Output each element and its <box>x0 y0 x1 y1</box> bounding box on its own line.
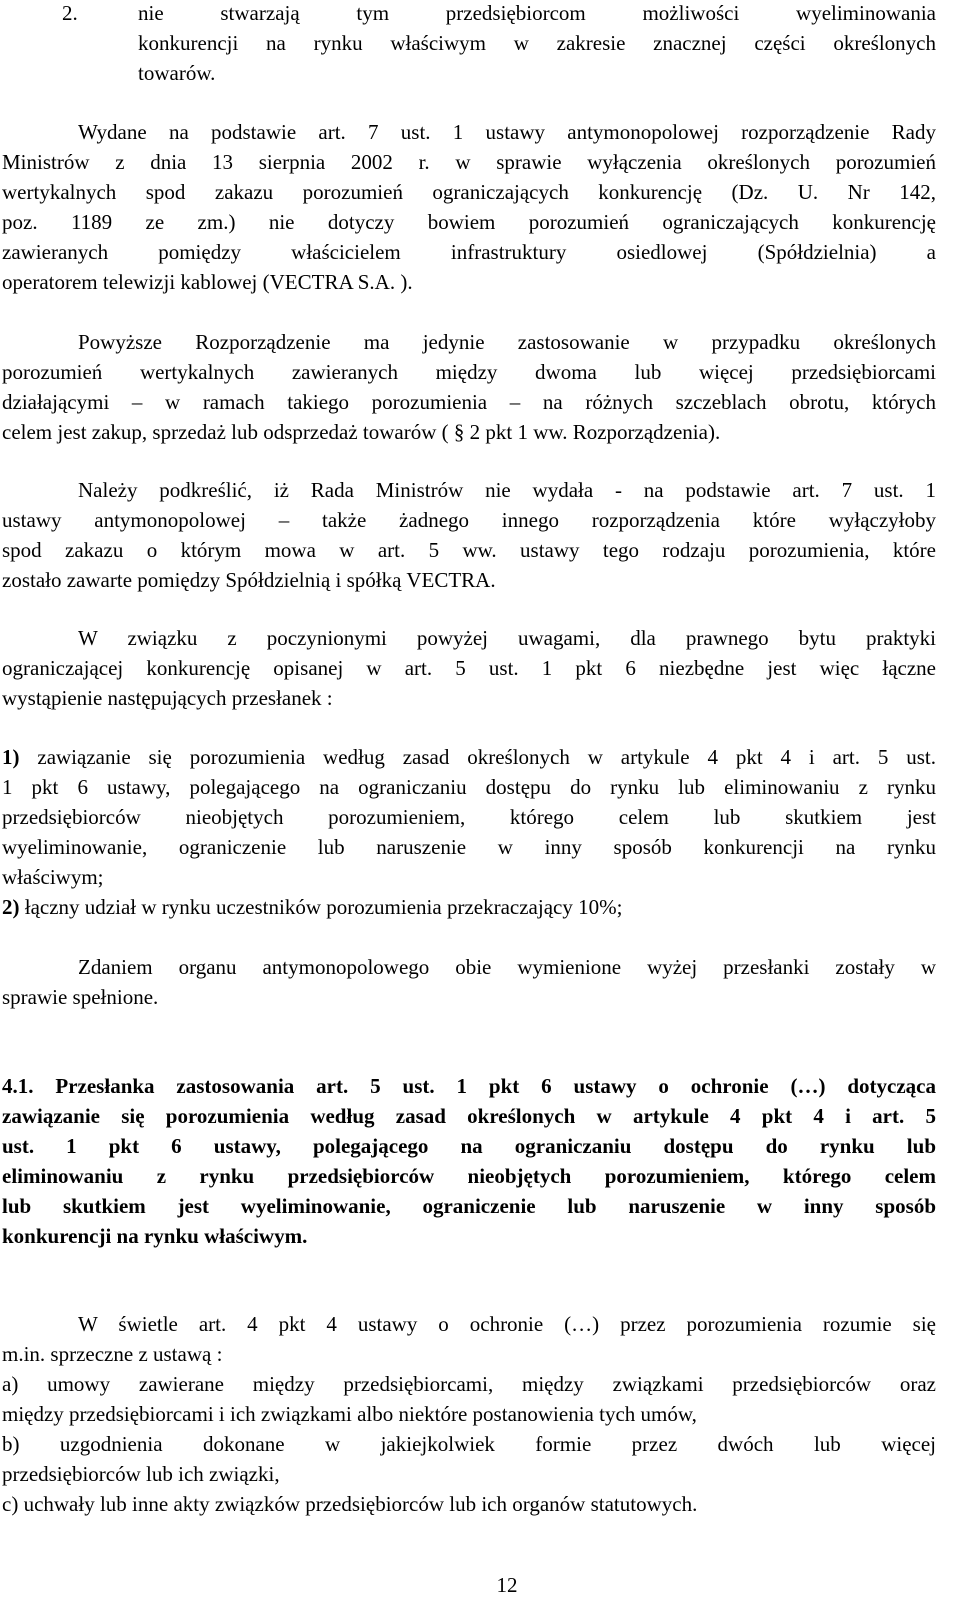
paragraph-3 <box>2 475 936 595</box>
paragraph-1 <box>2 117 936 297</box>
text-line: m.in. sprzeczne z ustawą : <box>2 1342 223 1366</box>
text-line: poz. 1189 ze zm.) nie dotyczy bowiem porozumień ograniczających konkurencję <box>2 210 936 234</box>
condition-1 <box>2 742 936 892</box>
text-line: wystąpienie następujących przesłanek : <box>2 686 333 710</box>
condition-number: 1) <box>2 745 20 769</box>
section-heading-4-1 <box>2 1071 936 1251</box>
text-line: 4.1. Przesłanka zastosowania art. 5 ust. 1 pkt 6 ustawy o ochronie (…) dotycząca <box>2 1074 936 1098</box>
text-line: Należy podkreślić, iż Rada Ministrów nie wydała - na podstawie art. 7 ust. 1 <box>78 478 936 502</box>
text-line: wertykalnych spod zakazu porozumień ograniczających konkurencję (Dz. U. Nr 142, <box>2 180 936 204</box>
text-line: towarów. <box>138 61 216 85</box>
text-line: ograniczającej konkurencję opisanej w art. 5 ust. 1 pkt 6 niezbędne jest więc łączne <box>2 656 936 680</box>
list-item-2 <box>0 0 960 92</box>
definition-list <box>2 1369 936 1519</box>
text-line: lub skutkiem jest wyeliminowanie, ograniczenie lub naruszenie w inny sposób <box>2 1194 936 1218</box>
text-line: nie stwarzają tym przedsiębiorcom możliwości wyeliminowania <box>138 1 936 25</box>
text-line: zostało zawarte pomiędzy Spółdzielnią i spółką VECTRA. <box>2 568 496 592</box>
condition-number: 2) <box>2 895 20 919</box>
text-line: przedsiębiorców lub ich związki, <box>2 1462 280 1486</box>
text-line: porozumień wertykalnych zawieranych między dwoma lub więcej przedsiębiorcami <box>2 360 936 384</box>
text-line: działającymi – w ramach takiego porozumienia – na różnych szczeblach obrotu, których <box>2 390 936 414</box>
text-line: zawiązanie się porozumienia według zasad określonych w artykule 4 pkt 4 i art. 5 <box>2 1104 936 1128</box>
text-line: eliminowaniu z rynku przedsiębiorców nieobjętych porozumieniem, którego celem <box>2 1164 936 1188</box>
text-line: spod zakazu o którym mowa w art. 5 ww. ustawy tego rodzaju porozumienia, które <box>2 538 936 562</box>
list-item-number: 2. <box>62 1 78 25</box>
paragraph-6 <box>2 1309 936 1369</box>
text-line: Powyższe Rozporządzenie ma jedynie zastosowanie w przypadku określonych <box>78 330 936 354</box>
text-line: W świetle art. 4 pkt 4 ustawy o ochronie (…) przez porozumienia rozumie się <box>78 1312 936 1336</box>
list-item-b: b) uzgodnienia dokonane w jakiejkolwiek formie przez dwóch lub więcej <box>2 1432 936 1456</box>
text-line: Wydane na podstawie art. 7 ust. 1 ustawy antymonopolowej rozporządzenie Rady <box>78 120 936 144</box>
text-line: między przedsiębiorcami i ich związkami albo niektóre postanowienia tych umów, <box>2 1402 697 1426</box>
text-line: zawieranych pomiędzy właścicielem infrastruktury osiedlowej (Spółdzielnia) a <box>2 240 936 264</box>
paragraph-5 <box>2 952 936 1012</box>
text-line: przedsiębiorców nieobjętych porozumieniem, którego celem lub skutkiem jest <box>2 805 936 829</box>
text-line: operatorem telewizji kablowej (VECTRA S.A. ). <box>2 270 413 294</box>
text-line: ust. 1 pkt 6 ustawy, polegającego na ograniczaniu dostępu do rynku lub <box>2 1134 936 1158</box>
text-line: Ministrów z dnia 13 sierpnia 2002 r. w sprawie wyłączenia określonych porozumień <box>2 150 936 174</box>
text-line: celem jest zakup, sprzedaż lub odsprzedaż towarów ( § 2 pkt 1 ww. Rozporządzenia). <box>2 420 721 444</box>
condition-2 <box>2 892 936 922</box>
text-line: wyeliminowanie, ograniczenie lub naruszenie w inny sposób konkurencji na rynku <box>2 835 936 859</box>
list-item-a: a) umowy zawierane między przedsiębiorcami, między związkami przedsiębiorców oraz <box>2 1372 936 1396</box>
condition-text: łączny udział w rynku uczestników porozumienia przekraczający 10%; <box>24 895 623 919</box>
paragraph-2 <box>2 327 936 447</box>
text-line: Zdaniem organu antymonopolowego obie wymienione wyżej przesłanki zostały w <box>78 955 936 979</box>
list-item-c: c) uchwały lub inne akty związków przedsiębiorców lub ich organów statutowych. <box>2 1492 698 1516</box>
text-line <box>2 742 936 772</box>
text-line: konkurencji na rynku właściwym w zakresie znacznej części określonych <box>138 31 936 55</box>
paragraph-4 <box>2 623 936 713</box>
page-number: 12 <box>496 1573 518 1597</box>
text-line <box>2 892 936 922</box>
text-line: ustawy antymonopolowej – także żadnego innego rozporządzenia które wyłączyłoby <box>2 508 936 532</box>
text-line: 1 pkt 6 ustawy, polegającego na ograniczaniu dostępu do rynku lub eliminowaniu z rynku <box>2 775 936 799</box>
text-line: właściwym; <box>2 865 104 889</box>
condition-text: zawiązanie się porozumienia według zasad określonych w artykule 4 pkt 4 i art. 5 ust. <box>37 745 937 769</box>
text-line: sprawie spełnione. <box>2 985 159 1009</box>
text-line: W związku z poczynionymi powyżej uwagami, dla prawnego bytu praktyki <box>78 626 936 650</box>
text-line: konkurencji na rynku właściwym. <box>2 1224 308 1248</box>
